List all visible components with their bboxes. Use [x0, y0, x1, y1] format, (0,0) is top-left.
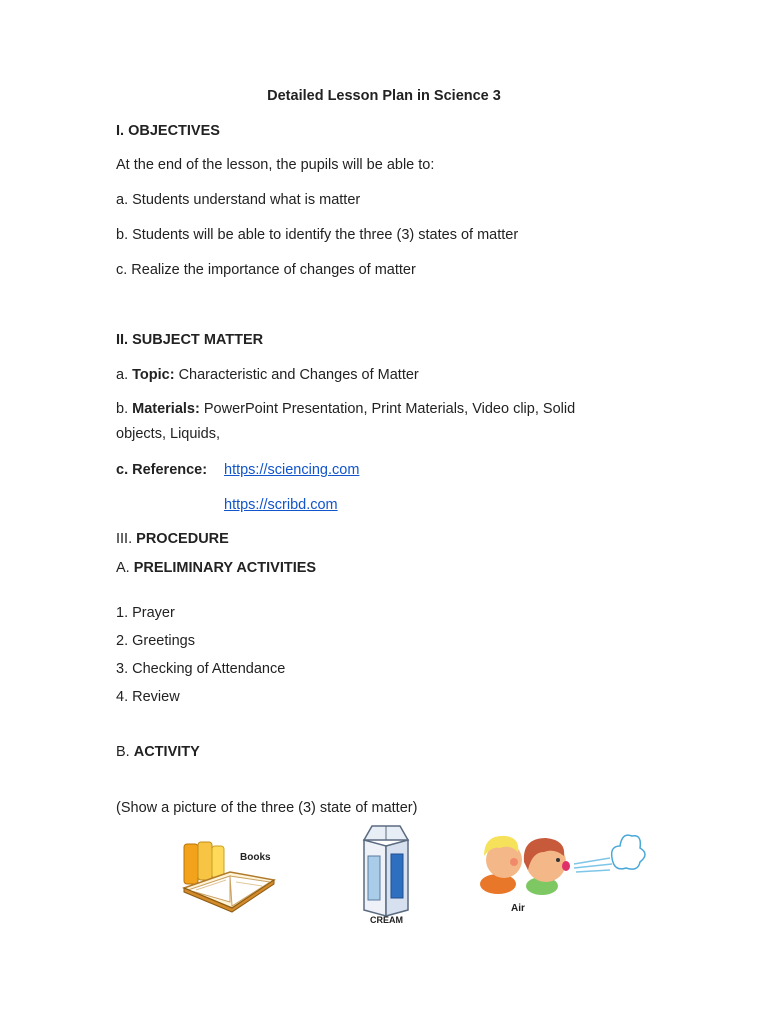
preliminary-prefix: A.: [116, 560, 134, 576]
books-figure: [178, 836, 278, 916]
air-figure: [470, 826, 648, 918]
preliminary-item-greetings: 2. Greetings: [116, 633, 195, 649]
reference-label: c. Reference:: [116, 462, 208, 478]
reference-link-scribd[interactable]: https://scribd.com: [224, 497, 338, 513]
preliminary-heading: [116, 559, 316, 577]
objectives-intro: At the end of the lesson, the pupils will be able to:: [116, 157, 435, 173]
page-title: Detailed Lesson Plan in Science 3: [267, 88, 501, 104]
topic-label: Topic:: [132, 367, 175, 383]
materials-label: Materials:: [132, 401, 200, 417]
air-label: Air: [511, 903, 525, 914]
procedure-prefix: III.: [116, 531, 137, 547]
activity-instruction: (Show a picture of the three (3) state of matter): [116, 800, 418, 816]
activity-title: ACTIVITY: [133, 744, 200, 760]
blowing-air-icon: [470, 826, 648, 918]
topic-value: Characteristic and Changes of Matter: [174, 367, 419, 383]
books-label: Books: [240, 852, 271, 863]
materials-line: [116, 397, 616, 447]
cream-figure: [356, 822, 420, 930]
objective-item-b: b. Students will be able to identify the three (3) states of matter: [116, 227, 519, 243]
objectives-heading: I. OBJECTIVES: [116, 123, 220, 139]
activity-prefix: B.: [116, 744, 134, 760]
books-icon: [178, 836, 278, 916]
subject-matter-heading: II. SUBJECT MATTER: [116, 332, 264, 348]
topic-line: [116, 366, 419, 384]
preliminary-item-attendance: 3. Checking of Attendance: [116, 661, 286, 677]
preliminary-item-review: 4. Review: [116, 689, 180, 705]
topic-prefix: a.: [116, 367, 133, 383]
cream-label: CREAM: [370, 915, 403, 925]
milk-carton-icon: [356, 822, 420, 930]
materials-prefix: b.: [116, 401, 133, 417]
objective-item-c: c. Realize the importance of changes of matter: [116, 262, 416, 278]
objective-item-a: a. Students understand what is matter: [116, 192, 361, 208]
procedure-heading: [116, 530, 229, 548]
preliminary-title: PRELIMINARY ACTIVITIES: [133, 560, 317, 576]
materials-value: PowerPoint Presentation, Print Materials, Video clip, Solid objects, Liquids,: [116, 401, 576, 442]
activity-heading: [116, 743, 200, 761]
procedure-title: PROCEDURE: [136, 531, 229, 547]
preliminary-item-prayer: 1. Prayer: [116, 605, 175, 621]
reference-link-sciencing[interactable]: https://sciencing.com: [224, 462, 360, 478]
